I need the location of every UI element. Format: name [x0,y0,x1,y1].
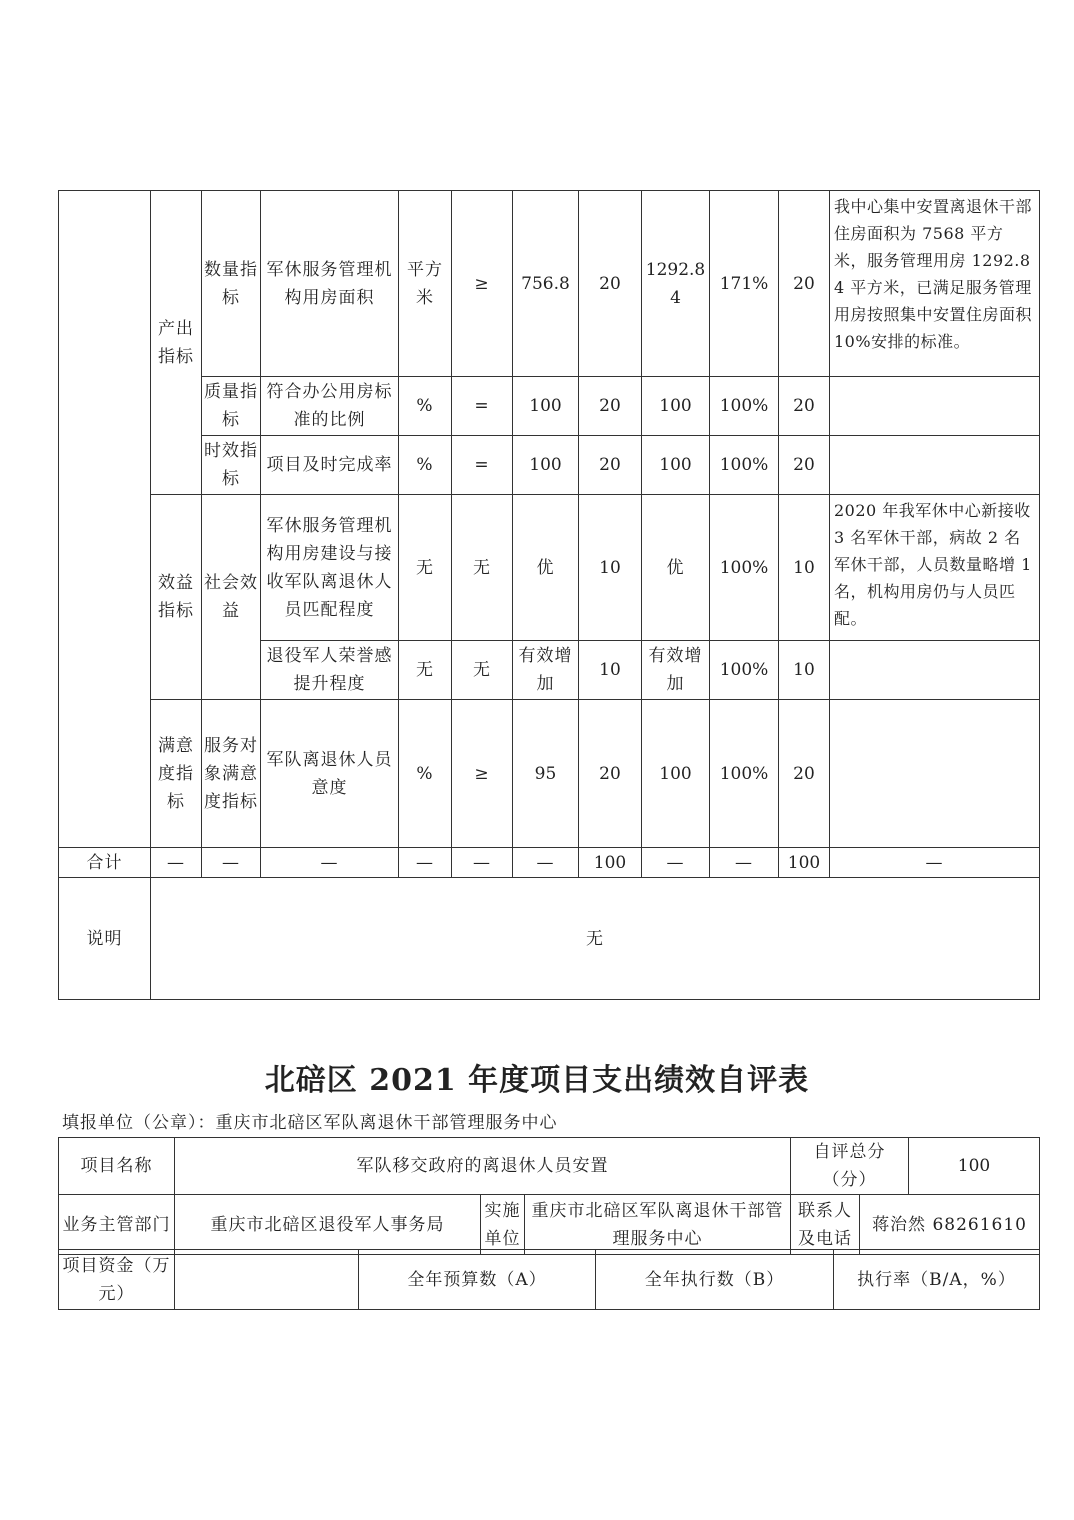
rate-cell: 100% [710,495,779,641]
self-score-label: 自评总分（分） [791,1138,909,1195]
dept-value: 重庆市北碚区退役军人事务局 [175,1195,481,1255]
blank-cell [59,191,151,848]
weight-cell: 10 [579,641,642,700]
unit-cell: 无 [399,495,452,641]
indicator-name: 项目及时完成率 [261,436,399,495]
rate-cell: 100% [710,641,779,700]
target-cell: 优 [513,495,579,641]
remark-value: 无 [151,878,1040,1000]
rate-cell: 100% [710,436,779,495]
note-cell [830,377,1040,436]
page-title: 北碚区 2021 年度项目支出绩效自评表 [264,1063,810,1098]
subcategory-cell: 时效指标 [202,436,261,495]
note-text: 我中心集中安置离退休干部住房面积为 7568 平方米，服务管理用房 1292.84 平方米，已满足服务管理用房按照集中安置住房面积 10%安排的标准。 [834,197,1033,351]
total-score: 100 [779,848,830,878]
table-row [59,1138,1040,1195]
unit-cell: % [399,377,452,436]
dash-cell: — [830,848,1040,878]
remark-row [59,878,1040,1000]
rate-cell: 100% [710,700,779,848]
dash-cell: — [642,848,710,878]
note-cell [830,700,1040,848]
contact-value: 蒋治然 68261610 [860,1195,1040,1255]
weight-cell: 20 [579,191,642,377]
indicator-name: 符合办公用房标准的比例 [261,377,399,436]
unit-cell: % [399,700,452,848]
weight-cell: 20 [579,436,642,495]
subcategory-cell: 质量指标 [202,377,261,436]
actual-cell: 100 [642,436,710,495]
unit-cell: 平方米 [399,191,452,377]
category-cell: 效益指标 [151,495,202,700]
table-row [59,700,1040,848]
unit-cell: 无 [399,641,452,700]
indicator-name: 军队离退休人员意度 [261,700,399,848]
indicator-name: 军休服务管理机构用房面积 [261,191,399,377]
indicator-table [58,190,1040,1000]
reporting-unit: 填报单位（公章）：重庆市北碚区军队离退休干部管理服务中心 [62,1113,558,1133]
dash-cell: — [452,848,513,878]
operator-cell: 无 [452,495,513,641]
category-cell: 产出指标 [151,191,202,495]
rate-cell: 100% [710,377,779,436]
actual-cell: 有效增加 [642,641,710,700]
operator-cell: ≥ [452,700,513,848]
remark-label: 说明 [59,878,151,1000]
dept-label: 业务主管部门 [59,1195,175,1255]
note-text: 2020 年我军休中心新接收 3 名军休干部，病故 2 名军休干部，人员数量略增 1 名，机构用房仍与人员匹配。 [834,501,1032,628]
weight-cell: 10 [579,495,642,641]
note-cell [830,436,1040,495]
contact-label: 联系人及电话 [791,1195,860,1255]
dash-cell: — [399,848,452,878]
target-cell: 95 [513,700,579,848]
indicator-name: 军休服务管理机构用房建设与接收军队离退休人员匹配程度 [261,495,399,641]
note-cell [830,191,1040,377]
subcategory-cell: 数量指标 [202,191,261,377]
unit-cell: % [399,436,452,495]
total-row [59,848,1040,878]
impl-value: 重庆市北碚区军队离退休干部管理服务中心 [525,1195,791,1255]
impl-label: 实施单位 [481,1195,525,1255]
weight-cell: 20 [579,700,642,848]
exec-label: 全年执行数（B） [596,1250,834,1310]
target-cell: 100 [513,436,579,495]
exec-rate-label: 执行率（B/A，%） [834,1250,1040,1310]
funding-table [58,1249,1040,1310]
project-info-table [58,1137,1040,1255]
operator-cell: = [452,436,513,495]
total-weight: 100 [579,848,642,878]
score-cell: 20 [779,436,830,495]
blank-cell [175,1250,359,1310]
table-row [59,1250,1040,1310]
actual-cell: 100 [642,700,710,848]
target-cell: 有效增加 [513,641,579,700]
table-row [59,191,1040,377]
dash-cell: — [151,848,202,878]
dash-cell: — [513,848,579,878]
weight-cell: 20 [579,377,642,436]
project-name: 军队移交政府的离退休人员安置 [175,1138,791,1195]
indicator-name: 退役军人荣誉感提升程度 [261,641,399,700]
category-cell: 满意度指标 [151,700,202,848]
total-label: 合计 [59,848,151,878]
note-cell [830,495,1040,641]
table-row [59,377,1040,436]
score-cell: 10 [779,641,830,700]
operator-cell: ≥ [452,191,513,377]
fund-label: 项目资金（万元） [59,1250,175,1310]
note-cell [830,641,1040,700]
dash-cell: — [710,848,779,878]
target-cell: 100 [513,377,579,436]
table-row [59,1195,1040,1255]
rate-cell: 171% [710,191,779,377]
project-name-label: 项目名称 [59,1138,175,1195]
table-row [59,495,1040,641]
score-cell: 20 [779,191,830,377]
actual-cell: 1292.84 [642,191,710,377]
budget-label: 全年预算数（A） [359,1250,596,1310]
self-score: 100 [909,1138,1040,1195]
dash-cell: — [202,848,261,878]
actual-cell: 100 [642,377,710,436]
table-row [59,436,1040,495]
score-cell: 20 [779,700,830,848]
actual-cell: 优 [642,495,710,641]
subcategory-cell: 服务对象满意度指标 [202,700,261,848]
score-cell: 20 [779,377,830,436]
score-cell: 10 [779,495,830,641]
operator-cell: = [452,377,513,436]
subcategory-cell: 社会效益 [202,495,261,700]
target-cell: 756.8 [513,191,579,377]
operator-cell: 无 [452,641,513,700]
dash-cell: — [261,848,399,878]
